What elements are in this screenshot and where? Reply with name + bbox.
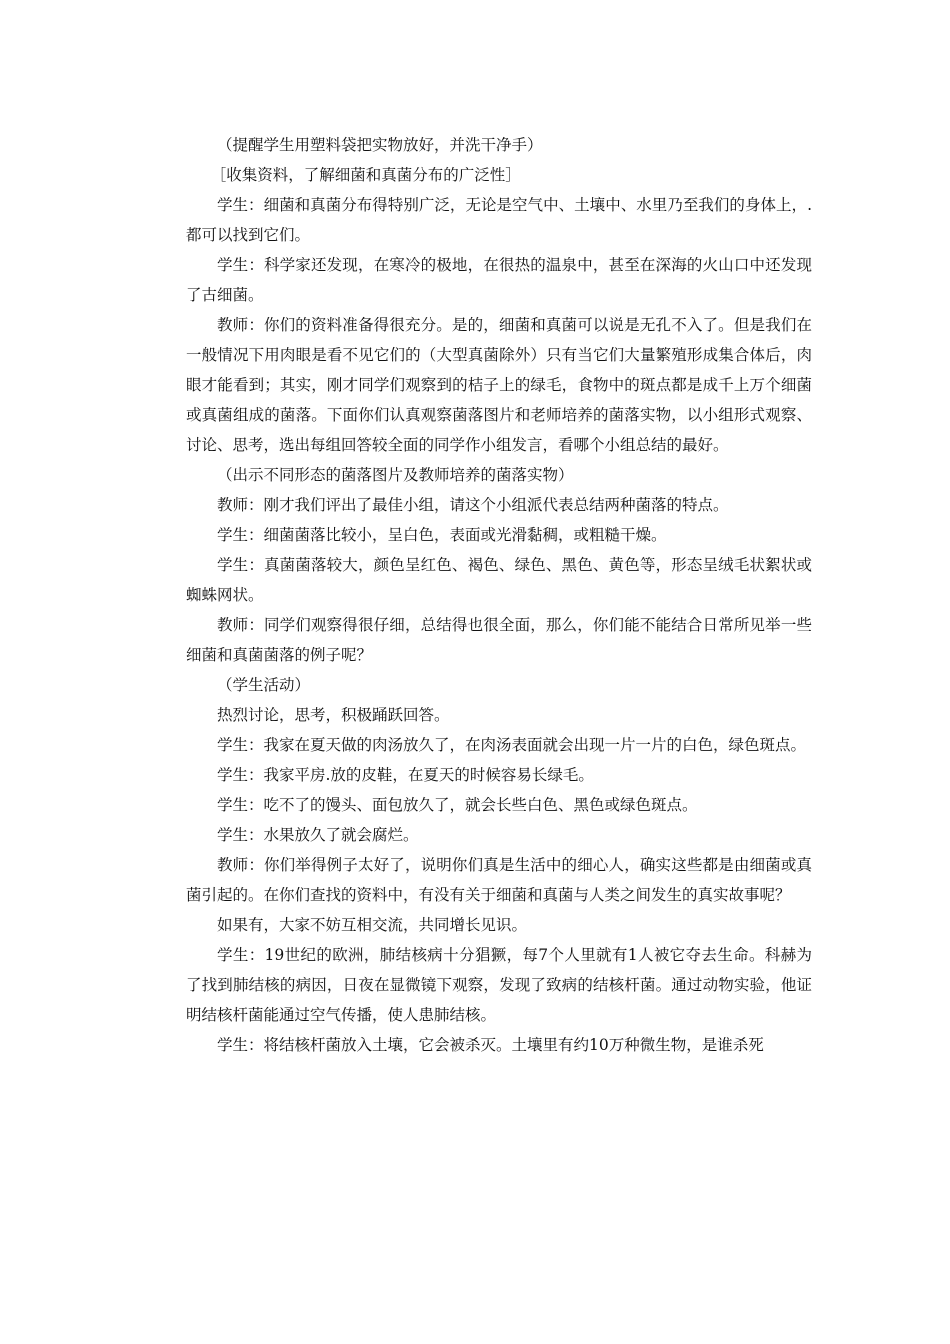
paragraph-student-2: 学生：科学家还发现，在寒冷的极地，在很热的温泉中，甚至在深海的火山口中还发现了古细菌。 [186, 256, 812, 304]
paragraph-teacher-2: 教师：刚才我们评出了最佳小组，请这个小组派代表总结两种菌落的特点。 [217, 496, 729, 514]
paragraph-student-4: 学生：真菌菌落较大，颜色呈红色、褐色、绿色、黑色、黄色等，形态呈绒毛状絮状或蜘蛛网状。 [186, 556, 812, 604]
document-body [186, 130, 812, 1060]
paragraph-discussion: 热烈讨论，思考，积极踊跃回答。 [217, 706, 450, 724]
paragraph-student-activity-note: （学生活动） [217, 676, 311, 694]
paragraph-student-3: 学生：细菌菌落比较小，呈白色，表面或光滑黏稠，或粗糙干燥。 [217, 526, 667, 544]
paragraph-student-10: 学生：将结核杆菌放入土壤，它会被杀灭。土壤里有约10万种微生物，是谁杀死 [217, 1036, 764, 1054]
paragraph-show-pictures-note: （出示不同形态的菌落图片及教师培养的菌落实物） [217, 466, 574, 484]
paragraph-student-8: 学生：水果放久了就会腐烂。 [217, 826, 419, 844]
paragraph-student-5: 学生：我家在夏天做的肉汤放久了，在肉汤表面就会出现一片一片的白色，绿色斑点。 [217, 736, 807, 754]
paragraph-student-1: 学生：细菌和真菌分布得特别广泛，无论是空气中、土壤中、水里乃至我们的身体上，.都可以找到它们。 [186, 196, 812, 244]
paragraph-exchange: 如果有，大家不妨互相交流，共同增长见识。 [217, 916, 528, 934]
paragraph-teacher-1: 教师：你们的资料准备得很充分。是的，细菌和真菌可以说是无孔不入了。但是我们在一般情况下用肉眼是看不见它们的（大型真菌除外）只有当它们大量繁殖形成集合体后，肉眼才能看到；其实，刚才同学们观察到的桔子上的绿毛，食物中的斑点都是成千上万个细菌或真菌组成的菌落。下面你们认真观察菌落图片和老师培养的菌落实物，以小组形式观察、讨论、思考，选出每组回答较全面的同学作小组发言，看哪个小组总结的最好。 [186, 316, 812, 454]
paragraph-reminder-note: （提醒学生用塑料袋把实物放好，并洗干净手） [217, 136, 543, 154]
paragraph-student-7: 学生：吃不了的馒头、面包放久了，就会长些白色、黑色或绿色斑点。 [217, 796, 698, 814]
paragraph-section-heading: ［收集资料，了解细菌和真菌分布的广泛性］ [210, 166, 521, 184]
paragraph-student-9: 学生：19世纪的欧洲，肺结核病十分猖獗，每7个人里就有1人被它夺去生命。科赫为了找到肺结核的病因，日夜在显微镜下观察，发现了致病的结核杆菌。通过动物实验，他证明结核杆菌能通过空气传播，使人患肺结核。 [186, 946, 812, 1024]
paragraph-student-6: 学生：我家平房.放的皮鞋，在夏天的时候容易长绿毛。 [217, 766, 594, 784]
paragraph-teacher-3: 教师：同学们观察得很仔细，总结得也很全面，那么，你们能不能结合日常所见举一些细菌和真菌菌落的例子呢？ [186, 616, 812, 664]
paragraph-teacher-4: 教师：你们举得例子太好了，说明你们真是生活中的细心人，确实这些都是由细菌或真菌引起的。在你们查找的资料中，有没有关于细菌和真菌与人类之间发生的真实故事呢？ [186, 856, 812, 904]
